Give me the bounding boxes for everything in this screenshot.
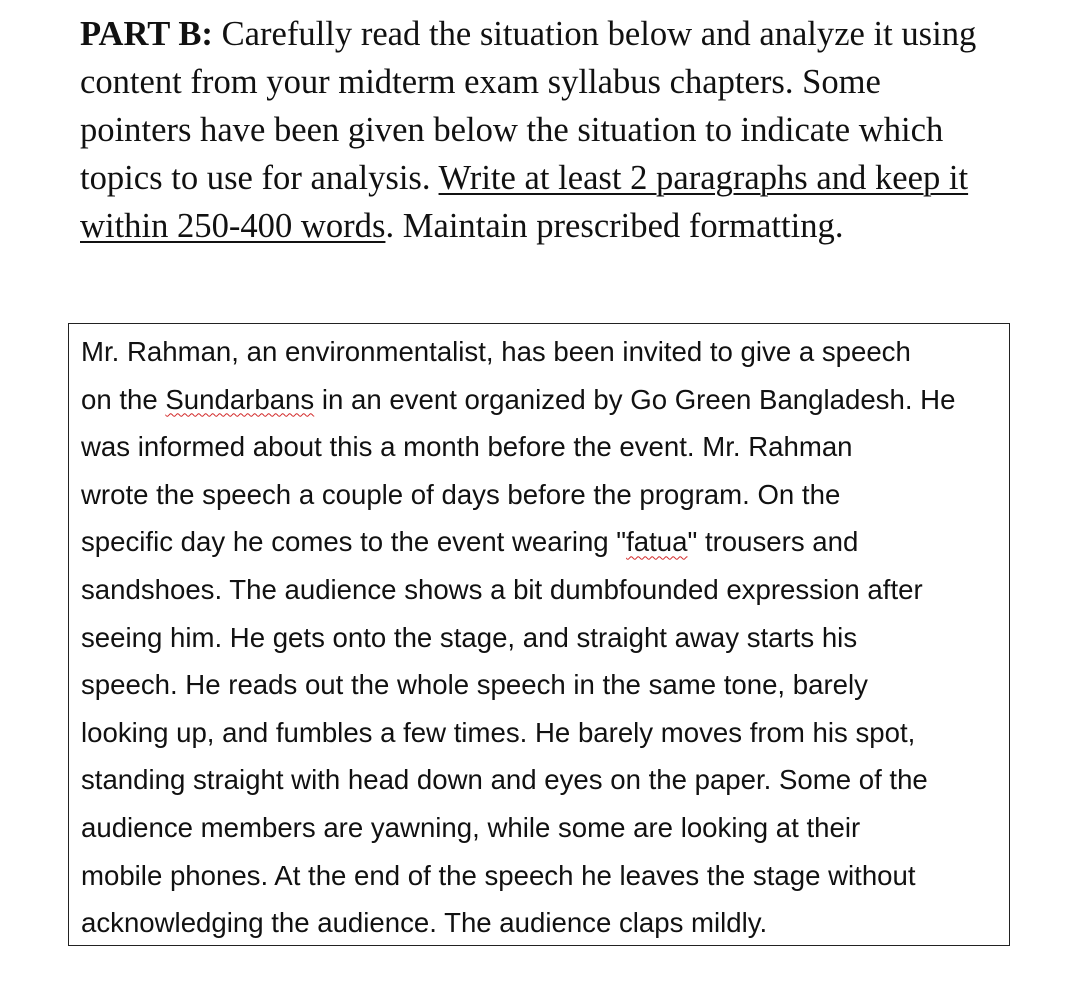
spellcheck-word: fatua	[626, 526, 688, 558]
instructions-line-2: content from your midterm exam syllabus chapters. Some	[80, 63, 881, 101]
situation-line: looking up, and fumbles a few times. He barely moves from his spot,	[81, 716, 916, 748]
instructions-line-1	[80, 10, 1005, 58]
instructions-paragraph	[80, 10, 1005, 250]
situation-line-segment: in an event organized by Go Green Bangladesh. He	[314, 383, 956, 415]
situation-line: Mr. Rahman, an environmentalist, has been invited to give a speech	[81, 336, 911, 367]
situation-line: seeing him. He gets onto the stage, and straight away starts his	[81, 621, 858, 653]
situation-line-segment: specific day he comes to the event wearing "	[81, 526, 627, 558]
situation-line: sandshoes. The audience shows a bit dumbfounded expression after	[81, 573, 923, 605]
situation-line: was informed about this a month before the event. Mr. Rahman	[81, 431, 853, 463]
part-label: PART B:	[80, 15, 213, 53]
instructions-line-5-text: . Maintain prescribed formatting.	[385, 207, 844, 245]
instructions-line-3: pointers have been given below the situation to indicate which	[80, 111, 944, 149]
situation-line: wrote the speech a couple of days before the program. On the	[81, 478, 841, 510]
spellcheck-word: Sundarbans	[165, 383, 315, 415]
situation-line-segment: " trousers and	[687, 526, 859, 558]
underlined-requirement-part-2: within 250-400 words	[80, 207, 386, 245]
situation-box	[68, 323, 1010, 946]
situation-line: speech. He reads out the whole speech in the same tone, barely	[81, 669, 868, 701]
underlined-requirement-part-1: Write at least 2 paragraphs and keep it	[438, 159, 969, 197]
situation-line	[81, 518, 955, 566]
situation-line: audience members are yawning, while some are looking at their	[81, 811, 861, 843]
situation-line: standing straight with head down and eyes on the paper. Some of the	[81, 764, 928, 796]
situation-line: mobile phones. At the end of the speech he leaves the stage without	[81, 859, 916, 891]
instructions-line-5	[80, 202, 1005, 250]
instructions-line-4	[80, 154, 1005, 202]
situation-line-segment: on the	[81, 383, 166, 415]
situation-line	[81, 376, 955, 424]
instructions-line-1-text: Carefully read the situation below and analyze it using	[212, 15, 977, 53]
instructions-line-4-text: topics to use for analysis.	[80, 159, 439, 197]
situation-line: acknowledging the audience. The audience claps mildly.	[81, 907, 768, 939]
situation-text	[81, 328, 955, 947]
